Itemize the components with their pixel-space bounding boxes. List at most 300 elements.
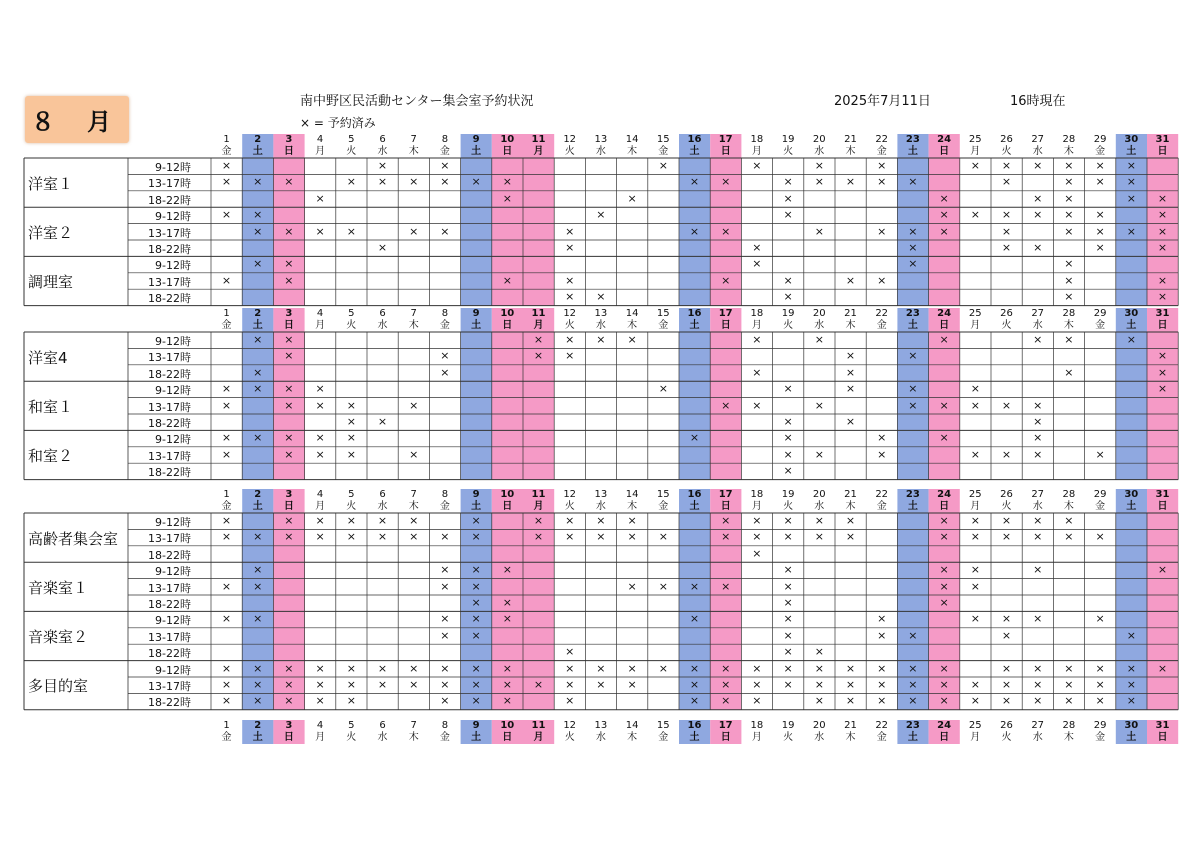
reserved-mark: × (1157, 290, 1168, 304)
reserved-mark: × (471, 694, 481, 708)
day-weekday: 月 (315, 320, 326, 331)
reserved-mark: × (409, 175, 419, 189)
day-header (835, 308, 866, 332)
reserved-mark: × (253, 208, 263, 222)
day-number: 27 (1031, 720, 1045, 731)
day-number: 31 (1155, 308, 1170, 319)
day-number: 17 (718, 134, 733, 145)
reserved-mark: × (253, 365, 263, 379)
reserved-mark: × (284, 175, 294, 189)
day-header (273, 489, 304, 513)
day-number: 9 (472, 489, 480, 500)
day-number: 20 (812, 720, 826, 731)
reserved-mark: × (471, 612, 481, 626)
day-weekday: 金 (876, 320, 887, 331)
saturday-column (1116, 562, 1147, 611)
day-number: 19 (781, 308, 795, 319)
day-weekday: 金 (439, 501, 450, 512)
day-header (1116, 134, 1147, 158)
reserved-mark: × (721, 398, 731, 412)
reserved-mark: × (596, 514, 606, 527)
day-weekday: 火 (1001, 732, 1012, 743)
reserved-mark: × (752, 333, 762, 346)
day-header (367, 134, 398, 158)
day-header (305, 134, 336, 158)
day-header (585, 720, 616, 744)
reserved-mark: × (721, 514, 731, 527)
day-header (211, 720, 242, 744)
day-header (461, 489, 492, 513)
day-header (398, 720, 429, 744)
reserved-mark: × (377, 241, 388, 254)
day-weekday: 木 (1063, 501, 1074, 512)
day-header (242, 720, 273, 744)
reserved-mark: × (814, 694, 824, 708)
day-header (991, 720, 1022, 744)
reserved-mark: × (1001, 398, 1012, 412)
day-weekday: 木 (845, 732, 856, 743)
reserved-mark: × (440, 563, 450, 577)
reserved-mark: × (939, 333, 949, 346)
day-number: 14 (625, 308, 639, 319)
reserved-mark: × (409, 678, 419, 691)
day-weekday: 水 (1032, 732, 1043, 743)
reserved-mark: × (440, 694, 450, 708)
day-weekday: 土 (252, 320, 263, 331)
reserved-mark: × (939, 208, 949, 222)
day-header (617, 134, 648, 158)
reserved-mark: × (596, 678, 606, 691)
room-name: 音楽室２ (28, 628, 89, 646)
reserved-mark: × (1001, 661, 1012, 675)
reserved-mark: × (315, 678, 325, 691)
saturday-column (1116, 256, 1147, 305)
day-header (1085, 308, 1116, 332)
day-weekday: 日 (1157, 146, 1168, 157)
reserved-mark: × (253, 678, 263, 691)
time-slot-label: 18-22時 (148, 647, 191, 661)
day-number: 27 (1031, 308, 1045, 319)
day-weekday: 土 (252, 732, 263, 743)
day-number: 3 (285, 489, 293, 500)
day-number: 14 (625, 489, 639, 500)
day-number: 6 (379, 308, 386, 319)
day-number: 21 (844, 720, 857, 731)
day-number: 23 (905, 134, 920, 145)
reserved-mark: × (970, 530, 980, 544)
reserved-mark: × (440, 159, 450, 172)
reserved-mark: × (502, 563, 512, 577)
reserved-mark: × (1126, 175, 1136, 189)
day-weekday: 日 (939, 146, 950, 157)
day-number: 7 (410, 134, 417, 145)
day-header (211, 489, 242, 513)
day-number: 24 (937, 489, 952, 500)
day-number: 20 (812, 134, 826, 145)
day-header (1147, 489, 1178, 513)
day-header (585, 489, 616, 513)
day-header (897, 308, 928, 332)
reserved-mark: × (939, 661, 949, 675)
reserved-mark: × (1001, 241, 1012, 254)
day-weekday: 火 (346, 146, 357, 157)
reserved-mark: × (253, 431, 263, 445)
day-header (336, 308, 367, 332)
day-header (492, 489, 523, 513)
time-slot-label: 9-12時 (155, 565, 191, 579)
time-slot-label: 13-17時 (148, 581, 191, 595)
day-header (273, 134, 304, 158)
reserved-mark: × (970, 159, 980, 172)
holiday-column (929, 256, 960, 305)
reserved-mark: × (502, 694, 512, 708)
day-number: 15 (656, 489, 670, 500)
reserved-mark: × (1001, 224, 1012, 238)
time-slot-label: 9-12時 (155, 161, 191, 174)
reserved-mark: × (502, 175, 512, 189)
reserved-mark: × (409, 661, 419, 675)
reserved-mark: × (1157, 241, 1168, 254)
reserved-mark: × (1064, 661, 1074, 675)
day-weekday: 月 (315, 501, 326, 512)
reserved-mark: × (814, 224, 824, 238)
reserved-mark: × (315, 224, 325, 238)
reserved-mark: × (346, 514, 356, 527)
reserved-mark: × (752, 241, 762, 254)
room-name: 和室２ (28, 447, 74, 465)
day-weekday: 水 (814, 732, 825, 743)
day-number: 28 (1062, 720, 1076, 731)
reserved-mark: × (346, 447, 356, 461)
holiday-column (710, 332, 741, 381)
reserved-mark: × (346, 661, 356, 675)
reserved-mark: × (845, 678, 856, 691)
time-slot-label: 18-22時 (148, 696, 191, 710)
time-slot-label: 18-22時 (148, 193, 191, 207)
day-weekday: 水 (814, 320, 825, 331)
day-weekday: 土 (1126, 732, 1137, 743)
reserved-mark: × (721, 530, 731, 544)
reserved-mark: × (1001, 514, 1012, 527)
saturday-column (679, 513, 710, 562)
reserved-mark: × (1126, 661, 1136, 675)
day-header (1085, 134, 1116, 158)
day-weekday: 日 (502, 732, 513, 743)
reserved-mark: × (346, 415, 356, 428)
day-weekday: 土 (689, 732, 700, 743)
day-header (367, 308, 398, 332)
day-number: 9 (472, 720, 480, 731)
room-name: 高齢者集会室 (28, 529, 119, 548)
day-weekday: 木 (627, 501, 638, 512)
reserved-mark: × (221, 530, 232, 544)
reserved-mark: × (939, 596, 949, 609)
reserved-mark: × (1095, 159, 1105, 172)
reserved-mark: × (627, 678, 637, 691)
day-weekday: 土 (252, 146, 263, 157)
reserved-mark: × (752, 546, 762, 560)
reserved-mark: × (565, 241, 575, 254)
day-number: 11 (531, 308, 546, 319)
reserved-mark: × (1126, 333, 1136, 346)
day-number: 11 (531, 489, 546, 500)
reserved-mark: × (877, 224, 887, 238)
day-weekday: 金 (221, 320, 232, 331)
reserved-mark: × (440, 530, 450, 544)
reserved-mark: × (440, 628, 450, 642)
time-slot-label: 13-17時 (148, 449, 191, 463)
reserved-mark: × (253, 661, 263, 675)
reserved-mark: × (1001, 447, 1012, 461)
reserved-mark: × (627, 661, 637, 675)
room-name: 多目的室 (28, 677, 89, 696)
day-header (1022, 308, 1053, 332)
reserved-mark: × (565, 514, 575, 527)
day-weekday: 日 (502, 501, 513, 512)
day-header (1022, 720, 1053, 744)
day-weekday: 土 (471, 146, 482, 157)
reserved-mark: × (658, 661, 668, 675)
day-weekday: 月 (970, 732, 981, 743)
reserved-mark: × (845, 530, 856, 544)
day-weekday: 日 (283, 320, 294, 331)
day-number: 8 (441, 134, 449, 145)
day-header (429, 134, 460, 158)
reserved-mark: × (627, 530, 637, 544)
day-weekday: 金 (439, 732, 450, 743)
reserved-mark: × (752, 678, 762, 691)
day-number: 8 (441, 720, 449, 731)
reserved-mark: × (1064, 514, 1074, 527)
reserved-mark: × (1033, 694, 1043, 708)
day-number: 10 (500, 308, 515, 319)
reserved-mark: × (721, 661, 731, 675)
day-header (960, 134, 991, 158)
day-number: 15 (656, 134, 670, 145)
day-weekday: 水 (377, 732, 388, 743)
reserved-mark: × (970, 398, 980, 412)
day-number: 1 (223, 720, 230, 731)
day-weekday: 日 (1157, 732, 1168, 743)
reserved-mark: × (409, 514, 419, 527)
reserved-mark: × (1126, 191, 1136, 205)
holiday-column (523, 381, 554, 430)
reserved-mark: × (1001, 694, 1012, 708)
day-number: 22 (875, 134, 889, 145)
reserved-mark: × (783, 579, 793, 593)
day-weekday: 火 (564, 146, 575, 157)
reserved-mark: × (533, 349, 544, 363)
day-weekday: 日 (1157, 320, 1168, 331)
day-weekday: 土 (1126, 320, 1137, 331)
reserved-mark: × (315, 694, 325, 708)
day-number: 5 (348, 489, 355, 500)
day-number: 21 (844, 489, 857, 500)
reserved-mark: × (315, 661, 325, 675)
time-slot-label: 9-12時 (155, 614, 191, 628)
day-header (461, 720, 492, 744)
reserved-mark: × (721, 224, 731, 238)
day-weekday: 月 (315, 732, 326, 743)
reserved-mark: × (939, 431, 949, 445)
day-number: 1 (223, 308, 230, 319)
reserved-mark: × (596, 290, 606, 304)
holiday-column (492, 430, 523, 479)
reserved-mark: × (1064, 224, 1074, 238)
day-number: 11 (531, 720, 546, 731)
reserved-mark: × (284, 398, 294, 412)
day-number: 4 (316, 134, 324, 145)
reserved-mark: × (565, 694, 575, 708)
day-number: 10 (500, 720, 515, 731)
day-header (897, 720, 928, 744)
reserved-mark: × (533, 333, 544, 346)
day-weekday: 水 (377, 320, 388, 331)
day-header (773, 489, 804, 513)
day-weekday: 日 (720, 501, 731, 512)
reserved-mark: × (1095, 224, 1105, 238)
reserved-mark: × (939, 514, 949, 527)
time-slot-label: 18-22時 (148, 417, 191, 430)
day-header (773, 720, 804, 744)
day-number: 1 (223, 489, 230, 500)
holiday-column (492, 207, 523, 256)
reserved-mark: × (1157, 224, 1168, 238)
day-header (336, 489, 367, 513)
reserved-mark: × (409, 447, 419, 461)
day-weekday: 木 (845, 146, 856, 157)
day-number: 30 (1124, 720, 1139, 731)
reserved-mark: × (658, 159, 668, 172)
day-weekday: 水 (595, 732, 606, 743)
reserved-mark: × (908, 175, 918, 189)
reserved-mark: × (783, 382, 793, 396)
day-weekday: 水 (377, 501, 388, 512)
day-number: 26 (1000, 308, 1013, 319)
day-number: 18 (750, 308, 764, 319)
room-name: 洋室１ (28, 174, 74, 193)
day-weekday: 月 (751, 732, 762, 743)
reserved-mark: × (440, 612, 450, 626)
reserved-mark: × (409, 398, 419, 412)
day-weekday: 木 (408, 146, 419, 157)
day-header (710, 134, 741, 158)
day-number: 22 (875, 308, 889, 319)
reserved-mark: × (1033, 431, 1043, 445)
day-header (398, 134, 429, 158)
reserved-mark: × (284, 661, 294, 675)
day-number: 20 (812, 308, 826, 319)
day-number: 3 (285, 720, 293, 731)
reserved-mark: × (221, 431, 232, 445)
saturday-column (1116, 513, 1147, 562)
day-header (1053, 720, 1084, 744)
day-header (523, 134, 554, 158)
reserved-mark: × (533, 530, 544, 544)
reserved-mark: × (471, 678, 481, 691)
day-header (710, 308, 741, 332)
reserved-mark: × (253, 579, 263, 593)
reserved-mark: × (658, 382, 668, 396)
day-weekday: 火 (783, 320, 794, 331)
reserved-mark: × (939, 678, 949, 691)
time-slot-label: 13-17時 (148, 680, 191, 693)
reserved-mark: × (752, 365, 762, 379)
day-weekday: 日 (502, 146, 513, 157)
reserved-mark: × (721, 175, 731, 189)
reserved-mark: × (1033, 415, 1043, 428)
day-header (835, 134, 866, 158)
day-header (585, 308, 616, 332)
saturday-column (1116, 430, 1147, 479)
reserved-mark: × (1064, 159, 1074, 172)
day-number: 4 (316, 720, 324, 731)
reserved-mark: × (565, 273, 575, 287)
reserved-mark: × (502, 661, 512, 675)
day-number: 24 (937, 134, 952, 145)
day-number: 1 (223, 134, 230, 145)
reserved-mark: × (440, 661, 450, 675)
reserved-mark: × (1126, 159, 1136, 172)
day-weekday: 土 (252, 501, 263, 512)
day-weekday: 木 (408, 320, 419, 331)
saturday-column (679, 332, 710, 381)
reserved-mark: × (689, 431, 700, 445)
reserved-mark: × (315, 382, 325, 396)
day-weekday: 土 (907, 732, 918, 743)
day-number: 24 (937, 308, 952, 319)
day-header (242, 308, 273, 332)
reserved-mark: × (471, 530, 481, 544)
day-number: 28 (1062, 489, 1076, 500)
day-header (1053, 134, 1084, 158)
reserved-mark: × (346, 694, 356, 708)
reserved-mark: × (1095, 661, 1105, 675)
reserved-mark: × (877, 678, 887, 691)
reserved-mark: × (721, 694, 731, 708)
reserved-mark: × (845, 514, 856, 527)
day-number: 16 (687, 134, 702, 145)
reserved-mark: × (1157, 273, 1168, 287)
day-number: 22 (875, 720, 889, 731)
day-weekday: 水 (814, 146, 825, 157)
day-header (710, 489, 741, 513)
month-label: ８ 月 (25, 96, 129, 143)
day-header (305, 308, 336, 332)
reserved-mark: × (845, 175, 856, 189)
day-number: 6 (379, 489, 386, 500)
day-weekday: 金 (876, 146, 887, 157)
day-header (679, 134, 710, 158)
day-header (336, 720, 367, 744)
reserved-mark: × (627, 579, 637, 593)
reserved-mark: × (471, 563, 481, 577)
time-slot-label: 9-12時 (155, 210, 191, 224)
time-slot-label: 18-22時 (148, 466, 191, 480)
reserved-mark: × (1064, 333, 1074, 346)
day-number: 15 (656, 308, 670, 319)
reserved-mark: × (221, 382, 232, 396)
reserved-mark: × (1001, 175, 1012, 189)
reserved-mark: × (1033, 159, 1043, 172)
day-weekday: 土 (907, 501, 918, 512)
day-weekday: 日 (1157, 501, 1168, 512)
day-header (710, 720, 741, 744)
day-number: 17 (718, 308, 733, 319)
day-header (305, 489, 336, 513)
holiday-column (273, 611, 304, 660)
reserved-mark: × (221, 694, 232, 708)
